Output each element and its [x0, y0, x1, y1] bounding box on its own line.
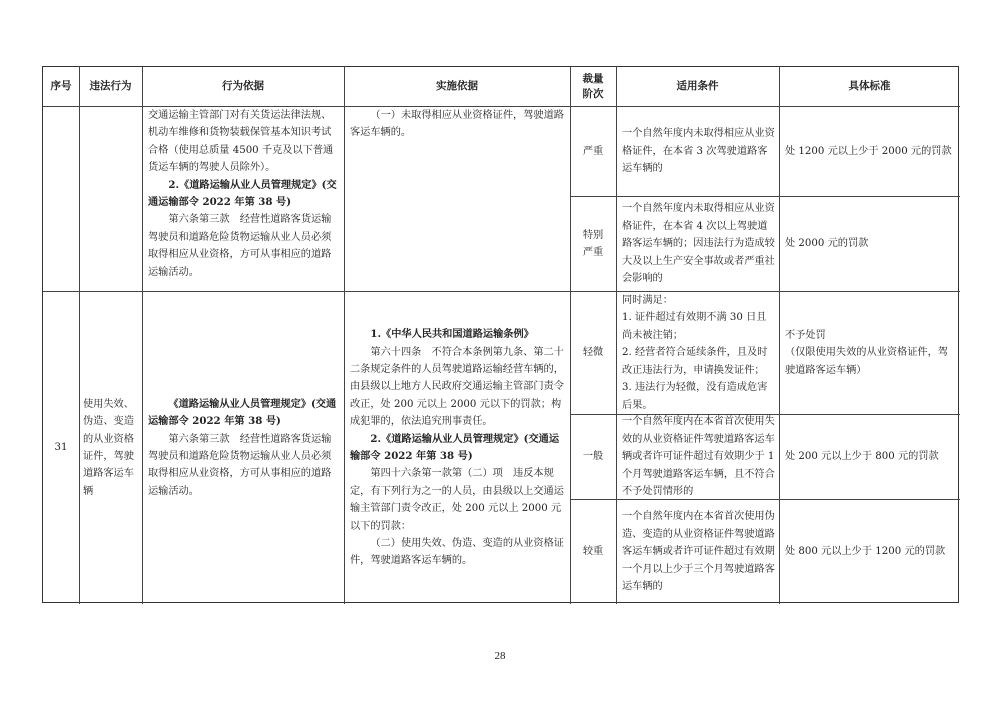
standard-text: 处 2000 元的罚款: [785, 238, 869, 250]
col-divider: [142, 67, 143, 604]
condition-line: 3. 违法行为轻微，没有造成危害后果。: [622, 382, 768, 411]
impl-cell: [350, 292, 566, 604]
impl-cell: （一）未取得相应从业资格证件，驾驶道路客运车辆的。: [350, 110, 564, 139]
impl-paragraph: 第六十四条 不符合本条例第九条、第二十二条规定条件的人员驾驶道路运输经营车辆的，由县级以上地方人民政府交通运输主管部门责令改正，处 200 元以上 2000 元以下的罚款；构成犯罪的，依法追究刑事责任。: [350, 346, 564, 428]
impl-title: 1.《中华人民共和国道路运输条例》: [370, 328, 534, 341]
condition-line: 1. 证件超过有效期不满 30 日且尚未被注销；: [622, 312, 767, 341]
basis-paragraph: 第六条第三款 经营性道路客货运输驾驶员和道路危险货物运输从业人员必须取得相应从业资格，方可从事相应的道路运输活动。: [148, 433, 332, 497]
condition-cell: [622, 415, 775, 499]
basis-cell: [148, 107, 340, 291]
condition-cell: [622, 292, 775, 414]
condition-text: 一个自然年度内未取得相应从业资格证件，在本省 4 次以上驾驶道路客运车辆的；因违法行为造成较大及以上生产安全事故或者严重社会影响的: [622, 203, 775, 285]
header-seq: 序号: [50, 80, 72, 92]
basis-cell: [148, 292, 340, 604]
violation-cell: [83, 292, 139, 604]
standard-text: 处 800 元以上少于 1200 元的罚款: [785, 546, 946, 558]
col-divider: [79, 67, 80, 604]
penalty-table: [42, 66, 959, 603]
standard-cell: [785, 197, 957, 291]
condition-line: 2. 经营者符合延续条件，且及时改正违法行为，申请换发证件；: [622, 347, 768, 376]
violation-text: 使用失效、伪造、变造的从业资格证件，驾驶道路客运车辆: [83, 398, 134, 497]
col-divider: [616, 67, 617, 604]
standard-note: （仅限使用失效的从业资格证件，驾驶道路客运车辆）: [785, 347, 948, 376]
header-cond: 适用条件: [676, 80, 719, 92]
header-violation: 违法行为: [89, 80, 132, 92]
standard-cell: [785, 500, 957, 604]
header-std: 具体标准: [848, 80, 891, 92]
impl-title: 2.《道路运输从业人员管理规定》(交通运输部令 2022 年第 38 号): [350, 432, 560, 462]
basis-paragraph: 第六条第三款 经营性道路客货运输驾驶员和道路危险货物运输从业人员必须取得相应从业资格，方可从事相应的道路运输活动。: [148, 214, 332, 278]
basis-paragraph: 交通运输主管部门对有关货运法律法规、机动车维修和货物装载保管基本知识考试合格（使用总质量 4500 千克及以下普通货运车辆的驾驶人员除外）。: [148, 110, 334, 174]
condition-text: 一个自然年度内未取得相应从业资格证件，在本省 3 次驾驶道路客运车辆的: [622, 128, 775, 175]
standard-text: 处 200 元以上少于 800 元的罚款: [785, 451, 939, 463]
condition-cell: [622, 500, 775, 604]
header-level: 裁量阶次: [582, 72, 604, 100]
condition-cell: [622, 197, 775, 291]
level-cell: 特别严重: [582, 229, 604, 258]
condition-cell: [622, 107, 775, 196]
standard-text: 不予处罚: [785, 329, 826, 341]
basis-title: 《道路运输从业人员管理规定》(交通运输部令 2022 年第 38 号): [148, 397, 337, 428]
level-cell: 较重: [582, 546, 604, 558]
seq-cell: 31: [54, 442, 68, 454]
level-cell: 严重: [582, 145, 604, 157]
impl-paragraph: 第四十六条第一款第（二）项 违反本规定，有下列行为之一的人员，由县级以上交通运输主管部门责令改正，处 200 元以上 2000 元以下的罚款：: [350, 468, 564, 532]
condition-text: 一个自然年度内在本省首次使用失效的从业资格证件驾驶道路客运车辆或者许可证件超过有效期少于 1 个月驾驶道路客运车辆，且不符合不予处罚情形的: [622, 416, 775, 498]
col-divider: [779, 67, 780, 604]
header-impl: 实施依据: [436, 80, 478, 92]
condition-line: 同时满足：: [622, 295, 673, 307]
impl-paragraph: （二）使用失效、伪造、变造的从业资格证件，驾驶道路客运车辆的。: [350, 538, 564, 567]
header-basis: 行为依据: [222, 80, 264, 92]
level-cell: 一般: [582, 451, 604, 463]
standard-cell: [785, 107, 957, 196]
col-divider: [344, 67, 345, 604]
basis-title: 2.《道路运输从业人员管理规定》(交通运输部令 2022 年第 38 号): [148, 178, 337, 209]
standard-text: 处 1200 元以上少于 2000 元的罚款: [785, 145, 952, 157]
condition-text: 一个自然年度内在本省首次使用伪造、变造的从业资格证件驾驶道路客运车辆或者许可证件超过有效期一个月以上少于三个月驾驶道路客运车辆的: [622, 511, 775, 593]
level-cell: 轻微: [582, 347, 604, 359]
standard-cell: [785, 292, 957, 414]
standard-cell: [785, 415, 957, 499]
page-number: 28: [494, 650, 506, 662]
